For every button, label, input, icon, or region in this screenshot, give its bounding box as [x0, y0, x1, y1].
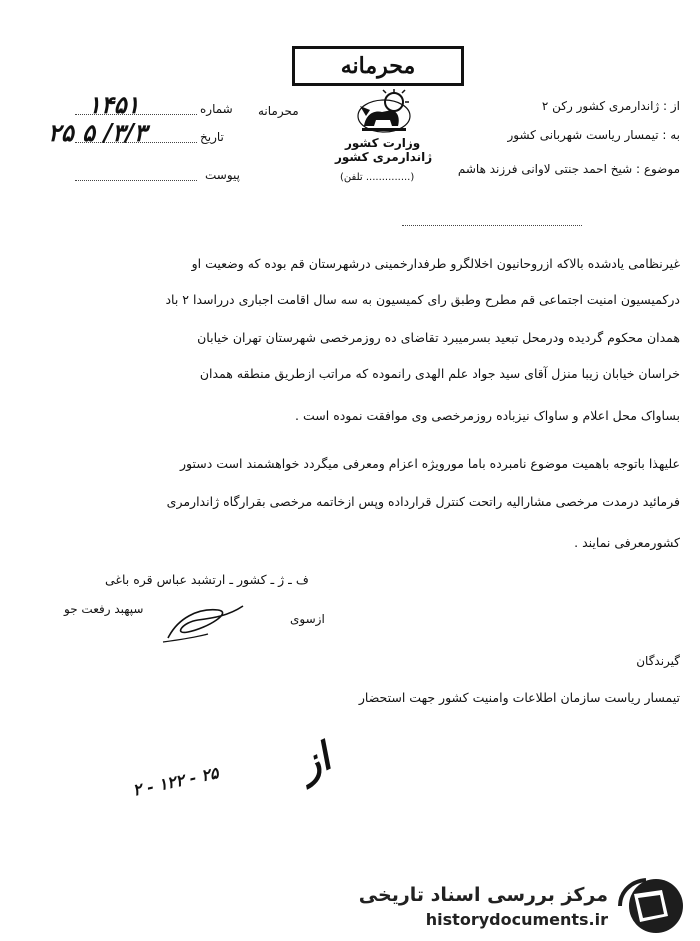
body-line-5: بساواک محل اعلام و ساواک نیزباده روزمرخصی وی موافقت نموده است . — [295, 408, 680, 423]
lion-and-sun-emblem-icon — [352, 86, 416, 136]
handwritten-signature — [138, 598, 248, 648]
date-value: ۲۵ ۵ /۳/۳ — [48, 118, 147, 147]
history-documents-logo-icon — [612, 876, 694, 936]
from-behalf-label: ازسوی — [290, 612, 325, 626]
body-line-7: فرمائید درمدت مرخصی مشارالیه راتحت کنترل قرارداده وپس ازخاتمه مرخصی بقرارگاه ژاندارمری — [166, 494, 680, 509]
body-line-8: کشورمعرفی نمایند . — [574, 535, 680, 550]
date-dots — [75, 142, 197, 143]
handwritten-code: ۲ - ۱۲۲ - ۲۵ — [130, 763, 221, 800]
body-line-3: همدان محکوم گردیده ودرمحل تبعید بسرمیبرد تقاضای ده روزمرخصی شهرستان تهران خیابان — [197, 330, 680, 345]
from-line: از : ژاندارمری کشور رکن ۲ — [541, 99, 680, 113]
attachment-dots — [75, 180, 197, 181]
center-classification: محرمانه — [258, 104, 299, 118]
recipients-line: تیمسار ریاست سازمان اطلاعات وامنیت کشور جهت استحضار — [358, 690, 680, 705]
emblem-caption-gendarmerie: ژاندارمری کشور — [335, 150, 433, 164]
recipients-label: گیرندگان — [636, 654, 680, 668]
emblem-caption-phone: (تلفن ..............) — [340, 172, 415, 183]
subject-line: موضوع : شیخ احمد جنتی لاوانی فرزند هاشم — [457, 162, 680, 176]
signatory-title: ف ـ ژ ـ کشور ـ ارتشبد عباس قره باغی — [105, 572, 309, 587]
body-line-4: خراسان خیابان زیبا منزل آقای سید جواد علم الهدی رانموده که مراتب ازطریق منطقه همدان — [199, 366, 680, 381]
body-line-6: علیهذا باتوجه باهمیت موضوع نامبرده باما مورویژه اعزام ومعرفی میگردد خواهشمند است دستور — [179, 456, 680, 471]
body-line-1: غیرنظامی یادشده بالاکه ازروحانیون اخلالگرو طرفدارخمینی درشهرستان قم بوده که وضعیت او — [191, 256, 680, 271]
number-value: ۱۴۵۱ — [88, 90, 140, 119]
handwritten-note-az: از — [291, 733, 338, 788]
number-label: شماره — [200, 102, 233, 116]
date-label: تاریخ — [200, 130, 224, 144]
header-separator — [402, 225, 582, 226]
classification-stamp: محرمانه — [292, 46, 464, 86]
number-dots — [75, 114, 197, 115]
attachment-label: پیوست — [205, 168, 240, 182]
signatory-deputy: سپهبد رفعت جو — [64, 602, 144, 616]
watermark-url: historydocuments.ir — [425, 910, 608, 929]
watermark-title: مرکز بررسی اسناد تاریخی — [358, 884, 608, 906]
body-line-2: درکمیسیون امنیت اجتماعی قم مطرح وطبق رای کمیسیون به سه سال اقامت اجباری درراسدا ۲ باد — [165, 292, 680, 307]
emblem-caption-ministry: وزارت کشور — [345, 136, 421, 150]
to-line: به : تیمسار ریاست شهربانی کشور — [507, 128, 680, 142]
